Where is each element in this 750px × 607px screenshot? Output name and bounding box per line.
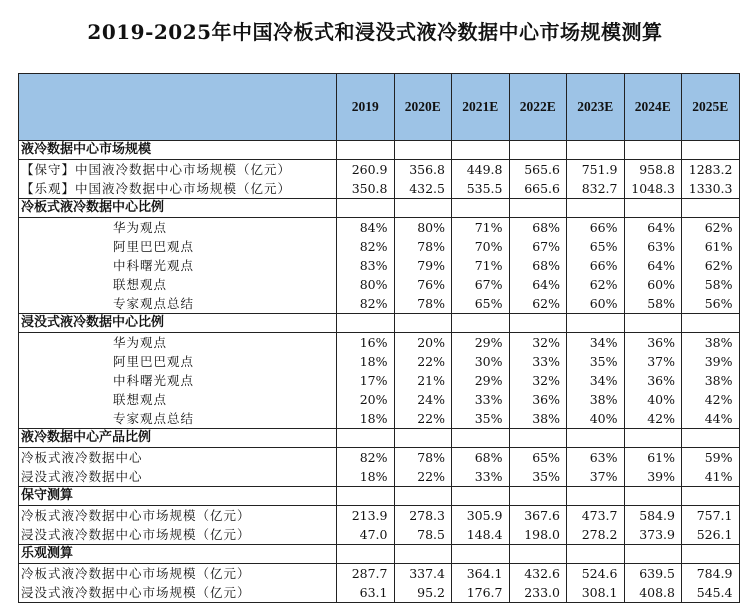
table-value: 36% <box>532 392 560 407</box>
row-label: 专家观点总结 <box>113 296 195 311</box>
row-labels-cell <box>19 333 337 429</box>
section-heading-empty-cell <box>394 141 452 160</box>
section-heading-empty-cell <box>682 141 740 160</box>
section-heading-empty-cell <box>337 545 395 564</box>
section-heading-row <box>19 487 740 506</box>
section-body-row <box>19 506 740 545</box>
table-value: 832.7 <box>581 181 618 196</box>
section-heading-empty-cell <box>452 141 510 160</box>
table-value: 784.9 <box>696 566 733 581</box>
section-heading-empty-cell <box>567 545 625 564</box>
value-cell <box>567 218 625 314</box>
table-value: 198.0 <box>524 527 560 542</box>
table-value: 40% <box>647 392 675 407</box>
section-heading-empty-cell <box>509 141 567 160</box>
value-cell <box>394 218 452 314</box>
section-heading-empty-cell <box>682 429 740 448</box>
table-value: 29% <box>474 335 503 350</box>
section-heading-empty-cell <box>394 487 452 506</box>
row-label: 中科曙光观点 <box>113 258 195 273</box>
section-heading: 乐观测算 <box>19 545 337 564</box>
value-cell <box>394 333 452 429</box>
table-value: 148.4 <box>466 527 503 542</box>
section-heading-row <box>19 545 740 564</box>
section-heading-empty-cell <box>567 141 625 160</box>
table-value: 47.0 <box>359 527 388 542</box>
value-cell <box>337 564 395 603</box>
year-header: 2023E <box>567 74 625 141</box>
row-labels-cell <box>19 564 337 603</box>
value-cell <box>682 564 740 603</box>
section-heading-empty-cell <box>624 314 682 333</box>
market-size-table <box>18 73 740 603</box>
table-value: 76% <box>417 277 445 292</box>
table-value: 64% <box>647 220 675 235</box>
table-value: 36% <box>647 335 675 350</box>
table-value: 82% <box>359 296 388 311</box>
table-value: 78% <box>417 450 445 465</box>
table-value: 278.2 <box>581 527 618 542</box>
row-labels-cell <box>19 506 337 545</box>
value-cell <box>509 333 567 429</box>
table-value: 545.4 <box>696 585 733 600</box>
table-value: 37% <box>647 354 675 369</box>
value-cell <box>394 160 452 199</box>
table-value: 408.8 <box>639 585 675 600</box>
table-value: 757.1 <box>696 508 733 523</box>
table-value: 65% <box>589 239 618 254</box>
row-label: 华为观点 <box>113 220 168 235</box>
table-value: 82% <box>359 239 388 254</box>
table-value: 473.7 <box>581 508 618 523</box>
table-value: 60% <box>589 296 618 311</box>
value-cell <box>509 218 567 314</box>
table-value: 751.9 <box>581 162 618 177</box>
value-cell <box>682 333 740 429</box>
value-cell <box>624 218 682 314</box>
section-heading-empty-cell <box>394 429 452 448</box>
table-value: 665.6 <box>524 181 560 196</box>
table-value: 35% <box>474 411 503 426</box>
value-cell <box>624 448 682 487</box>
section-heading: 液冷数据中心产品比例 <box>19 429 337 448</box>
table-value: 30% <box>474 354 503 369</box>
value-cell <box>567 564 625 603</box>
row-label: 阿里巴巴观点 <box>113 239 195 254</box>
section-heading-empty-cell <box>567 429 625 448</box>
section-heading-empty-cell <box>452 545 510 564</box>
table-value: 56% <box>704 296 733 311</box>
value-cell <box>682 506 740 545</box>
table-value: 38% <box>704 373 733 388</box>
table-value: 63.1 <box>359 585 388 600</box>
row-label: 联想观点 <box>113 392 168 407</box>
table-value: 38% <box>532 411 560 426</box>
value-cell <box>624 333 682 429</box>
section-heading-empty-cell <box>509 429 567 448</box>
section-heading: 冷板式液冷数据中心比例 <box>19 199 337 218</box>
header-row <box>19 74 740 141</box>
value-cell <box>567 160 625 199</box>
table-value: 22% <box>417 354 445 369</box>
row-label: 冷板式液冷数据中心市场规模（亿元） <box>21 508 251 523</box>
section-body-row <box>19 333 740 429</box>
year-header: 2020E <box>394 74 452 141</box>
table-value: 64% <box>532 277 560 292</box>
section-heading-empty-cell <box>452 314 510 333</box>
section-heading-empty-cell <box>394 314 452 333</box>
section-body-row <box>19 564 740 603</box>
table-value: 66% <box>589 220 618 235</box>
table-value: 17% <box>359 373 388 388</box>
section-heading-empty-cell <box>682 545 740 564</box>
section-heading-empty-cell <box>337 487 395 506</box>
section-heading-empty-cell <box>509 487 567 506</box>
table-value: 33% <box>474 469 503 484</box>
table-value: 80% <box>417 220 445 235</box>
table-value: 356.8 <box>409 162 445 177</box>
table-value: 35% <box>589 354 618 369</box>
value-cell <box>452 160 510 199</box>
value-cell <box>567 333 625 429</box>
section-heading-row <box>19 141 740 160</box>
section-heading-empty-cell <box>337 314 395 333</box>
value-cell <box>509 448 567 487</box>
value-cell <box>509 564 567 603</box>
table-value: 18% <box>359 354 388 369</box>
value-cell <box>509 160 567 199</box>
page-title: 2019-2025年中国冷板式和浸没式液冷数据中心市场规模测算 <box>87 20 663 44</box>
table-value: 364.1 <box>466 566 503 581</box>
year-header: 2021E <box>452 74 510 141</box>
table-value: 80% <box>359 277 388 292</box>
table-value: 61% <box>704 239 733 254</box>
section-heading-empty-cell <box>624 429 682 448</box>
table-value: 33% <box>474 392 503 407</box>
section-heading-empty-cell <box>567 487 625 506</box>
value-cell <box>337 160 395 199</box>
year-header: 2024E <box>624 74 682 141</box>
table-value: 70% <box>474 239 503 254</box>
table-value: 526.1 <box>696 527 733 542</box>
section-heading-row <box>19 199 740 218</box>
table-value: 32% <box>532 373 560 388</box>
table-value: 373.9 <box>639 527 675 542</box>
table-value: 1048.3 <box>631 181 675 196</box>
row-label: 浸没式液冷数据中心市场规模（亿元） <box>21 585 251 600</box>
table-value: 278.3 <box>409 508 445 523</box>
table-value: 367.6 <box>524 508 560 523</box>
value-cell <box>509 506 567 545</box>
section-heading: 液冷数据中心市场规模 <box>19 141 337 160</box>
table-value: 524.6 <box>581 566 618 581</box>
table-value: 36% <box>647 373 675 388</box>
section-heading-empty-cell <box>567 314 625 333</box>
table-value: 432.5 <box>409 181 445 196</box>
table-value: 67% <box>474 277 503 292</box>
table-value: 78.5 <box>417 527 445 542</box>
table-value: 62% <box>704 220 733 235</box>
section-heading-empty-cell <box>509 314 567 333</box>
section-heading-empty-cell <box>394 199 452 218</box>
year-header: 2025E <box>682 74 740 141</box>
table-value: 37% <box>589 469 618 484</box>
section-body-row <box>19 160 740 199</box>
table-value: 62% <box>532 296 560 311</box>
row-label: 阿里巴巴观点 <box>113 354 195 369</box>
table-value: 78% <box>417 296 445 311</box>
table-value: 58% <box>704 277 733 292</box>
table-value: 305.9 <box>466 508 503 523</box>
table-value: 65% <box>474 296 503 311</box>
table-value: 42% <box>704 392 733 407</box>
table-value: 287.7 <box>351 566 388 581</box>
value-cell <box>394 448 452 487</box>
year-header: 2019 <box>337 74 395 141</box>
table-value: 64% <box>647 258 675 273</box>
table-value: 82% <box>359 450 388 465</box>
row-label: 浸没式液冷数据中心市场规模（亿元） <box>21 527 251 542</box>
header-blank-cell <box>19 74 337 141</box>
row-labels-cell <box>19 160 337 199</box>
table-value: 62% <box>589 277 618 292</box>
table-value: 38% <box>704 335 733 350</box>
section-heading: 保守测算 <box>19 487 337 506</box>
table-value: 29% <box>474 373 503 388</box>
section-heading-empty-cell <box>682 314 740 333</box>
value-cell <box>624 506 682 545</box>
row-label: 冷板式液冷数据中心 <box>21 450 143 465</box>
table-value: 65% <box>532 450 560 465</box>
value-cell <box>337 218 395 314</box>
row-labels-cell <box>19 218 337 314</box>
table-value: 233.0 <box>524 585 560 600</box>
section-heading-row <box>19 314 740 333</box>
row-label: 专家观点总结 <box>113 411 195 426</box>
table-value: 44% <box>704 411 733 426</box>
table-value: 565.6 <box>524 162 560 177</box>
table-value: 58% <box>647 296 675 311</box>
row-label: 【乐观】中国液冷数据中心市场规模（亿元） <box>21 181 292 196</box>
table-value: 62% <box>704 258 733 273</box>
table-value: 67% <box>532 239 560 254</box>
section-body-row <box>19 218 740 314</box>
section-heading-empty-cell <box>567 199 625 218</box>
table-value: 213.9 <box>351 508 388 523</box>
table-value: 22% <box>417 469 445 484</box>
section-heading-empty-cell <box>624 141 682 160</box>
table-value: 18% <box>359 469 388 484</box>
table-value: 78% <box>417 239 445 254</box>
value-cell <box>682 160 740 199</box>
table-value: 308.1 <box>581 585 618 600</box>
value-cell <box>452 448 510 487</box>
table-value: 40% <box>589 411 618 426</box>
value-cell <box>682 448 740 487</box>
table-value: 958.8 <box>639 162 675 177</box>
table-value: 61% <box>647 450 675 465</box>
table-value: 42% <box>647 411 675 426</box>
table-value: 63% <box>589 450 618 465</box>
section-heading-empty-cell <box>682 487 740 506</box>
table-value: 21% <box>417 373 445 388</box>
table-value: 584.9 <box>639 508 675 523</box>
row-label: 浸没式液冷数据中心 <box>21 469 143 484</box>
value-cell <box>337 333 395 429</box>
section-heading-empty-cell <box>337 429 395 448</box>
table-value: 35% <box>532 469 560 484</box>
table-value: 39% <box>647 469 675 484</box>
table-value: 24% <box>417 392 445 407</box>
value-cell <box>624 564 682 603</box>
row-label: 华为观点 <box>113 335 168 350</box>
table-value: 63% <box>647 239 675 254</box>
value-cell <box>452 506 510 545</box>
section-heading-empty-cell <box>624 199 682 218</box>
table-value: 84% <box>359 220 388 235</box>
table-value: 16% <box>359 335 388 350</box>
table-value: 350.8 <box>351 181 388 196</box>
table-value: 34% <box>589 373 618 388</box>
table-value: 95.2 <box>417 585 445 600</box>
section-heading-empty-cell <box>509 545 567 564</box>
table-value: 68% <box>532 258 560 273</box>
row-label: 冷板式液冷数据中心市场规模（亿元） <box>21 566 251 581</box>
table-value: 22% <box>417 411 445 426</box>
table-value: 449.8 <box>466 162 503 177</box>
table-value: 20% <box>417 335 445 350</box>
section-heading-empty-cell <box>337 141 395 160</box>
section-heading-empty-cell <box>452 429 510 448</box>
row-label: 联想观点 <box>113 277 168 292</box>
value-cell <box>567 506 625 545</box>
table-value: 432.6 <box>524 566 560 581</box>
table-value: 260.9 <box>351 162 388 177</box>
value-cell <box>452 218 510 314</box>
table-value: 38% <box>589 392 618 407</box>
table-value: 66% <box>589 258 618 273</box>
table-value: 535.5 <box>466 181 503 196</box>
table-value: 20% <box>359 392 388 407</box>
table-value: 68% <box>532 220 560 235</box>
value-cell <box>567 448 625 487</box>
table-value: 337.4 <box>409 566 445 581</box>
value-cell <box>394 506 452 545</box>
section-heading-row <box>19 429 740 448</box>
table-value: 33% <box>532 354 560 369</box>
value-cell <box>452 333 510 429</box>
table-value: 18% <box>359 411 388 426</box>
year-header: 2022E <box>509 74 567 141</box>
section-heading-empty-cell <box>452 487 510 506</box>
table-value: 32% <box>532 335 560 350</box>
section-heading-empty-cell <box>452 199 510 218</box>
row-label: 中科曙光观点 <box>113 373 195 388</box>
value-cell <box>452 564 510 603</box>
section-heading-empty-cell <box>337 199 395 218</box>
table-value: 639.5 <box>639 566 675 581</box>
value-cell <box>394 564 452 603</box>
table-value: 71% <box>474 220 503 235</box>
section-body-row <box>19 448 740 487</box>
table-value: 83% <box>359 258 388 273</box>
table-value: 41% <box>704 469 733 484</box>
table-value: 176.7 <box>466 585 503 600</box>
table-value: 1283.2 <box>688 162 733 177</box>
value-cell <box>337 506 395 545</box>
value-cell <box>337 448 395 487</box>
table-value: 34% <box>589 335 618 350</box>
section-heading-empty-cell <box>624 545 682 564</box>
table-value: 1330.3 <box>688 181 733 196</box>
table-value: 59% <box>704 450 733 465</box>
table-value: 68% <box>474 450 503 465</box>
table-value: 39% <box>704 354 733 369</box>
table-value: 60% <box>647 277 675 292</box>
section-heading-empty-cell <box>509 199 567 218</box>
section-heading-empty-cell <box>394 545 452 564</box>
value-cell <box>682 218 740 314</box>
table-value: 79% <box>417 258 445 273</box>
value-cell <box>624 160 682 199</box>
row-label: 【保守】中国液冷数据中心市场规模（亿元） <box>21 162 292 177</box>
row-labels-cell <box>19 448 337 487</box>
section-heading-empty-cell <box>682 199 740 218</box>
table-value: 71% <box>474 258 503 273</box>
section-heading-empty-cell <box>624 487 682 506</box>
section-heading: 浸没式液冷数据中心比例 <box>19 314 337 333</box>
